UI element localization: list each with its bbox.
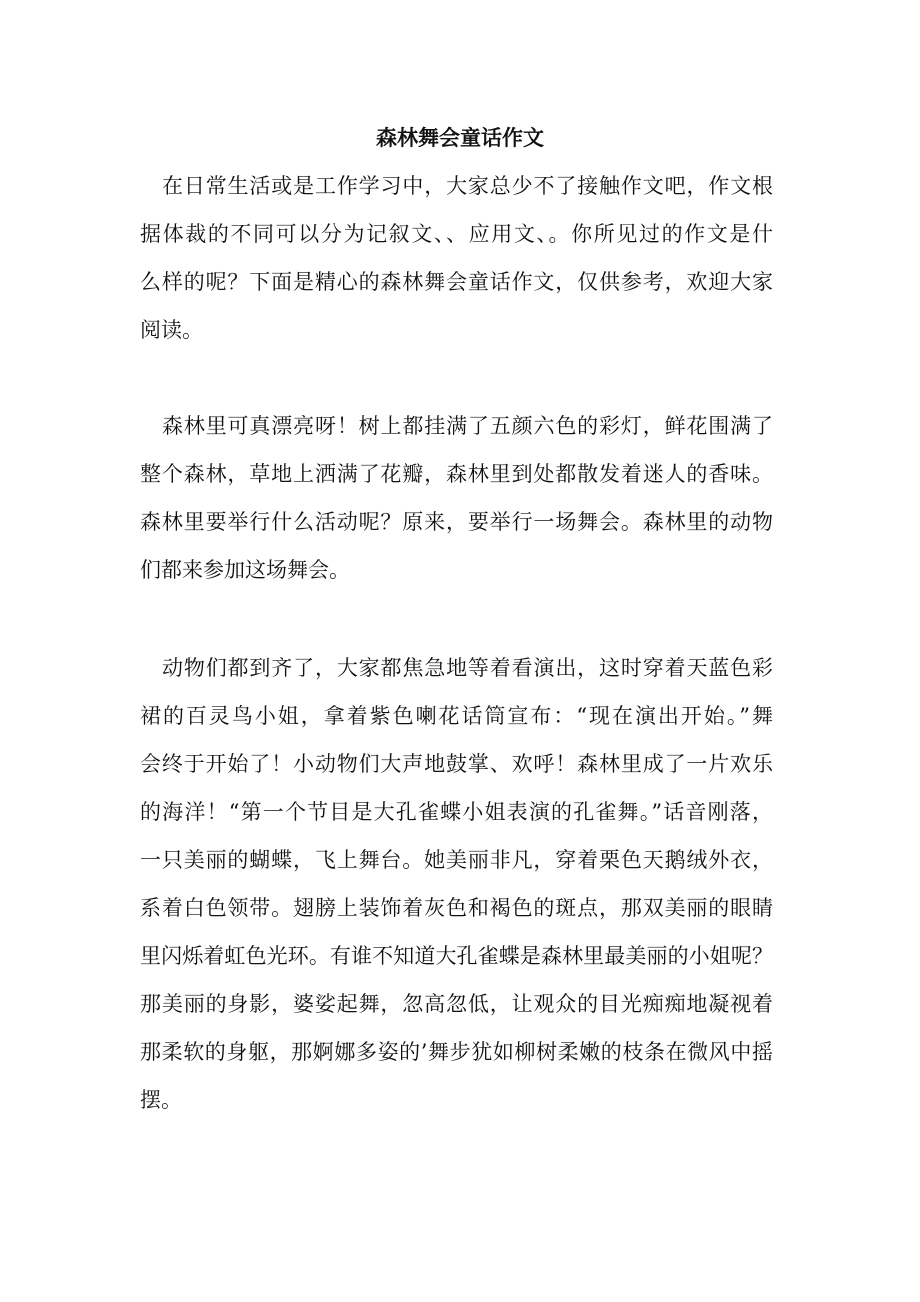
paragraph-line: 们都来参加这场舞会。 xyxy=(140,558,350,582)
paragraph-line: 的海洋！“第一个节目是大孔雀蝶小姐表演的孔雀舞。”话音刚落， xyxy=(140,800,773,824)
paragraph-line: 森林里可真漂亮呀！树上都挂满了五颜六色的彩灯，鲜花围满了 xyxy=(162,414,773,438)
paragraph-line: 会终于开始了！小动物们大声地鼓掌、欢呼！森林里成了一片欢乐 xyxy=(140,752,773,776)
paragraph-line: 裙的百灵鸟小姐，拿着紫色喇花话筒宣布：“现在演出开始。”舞 xyxy=(140,704,773,728)
paragraph-line: 据体裁的不同可以分为记叙文、、应用文、。你所见过的作文是什 xyxy=(140,222,773,246)
paragraph-line: 系着白色领带。翅膀上装饰着灰色和褐色的斑点，那双美丽的眼睛 xyxy=(140,896,773,920)
paragraph-line: 森林里要举行什么活动呢？原来，要举行一场舞会。森林里的动物 xyxy=(140,510,773,534)
document-title: 森林舞会童话作文 xyxy=(376,126,544,150)
paragraph-line: 里闪烁着虹色光环。有谁不知道大孔雀蝶是森林里最美丽的小姐呢？ xyxy=(140,944,773,968)
paragraph-line: 那美丽的身影，婆娑起舞，忽高忽低，让观众的目光痴痴地凝视着 xyxy=(140,992,773,1016)
paragraph-line: 么样的呢？下面是精心的森林舞会童话作文，仅供参考，欢迎大家 xyxy=(140,270,773,294)
paragraph-line: 一只美丽的蝴蝶，飞上舞台。她美丽非凡，穿着栗色天鹅绒外衣， xyxy=(140,848,773,872)
paragraph-line: 摆。 xyxy=(140,1088,182,1112)
paragraph-line: 那柔软的身躯，那婀娜多姿的’舞步犹如柳树柔嫩的枝条在微风中摇 xyxy=(140,1040,773,1064)
paragraph-line: 整个森林，草地上洒满了花瓣，森林里到处都散发着迷人的香味。 xyxy=(140,462,773,486)
paragraph-line: 动物们都到齐了，大家都焦急地等着看演出，这时穿着天蓝色彩 xyxy=(162,656,773,680)
paragraph-line: 阅读。 xyxy=(140,318,203,342)
paragraph-line: 在日常生活或是工作学习中，大家总少不了接触作文吧，作文根 xyxy=(162,174,773,198)
